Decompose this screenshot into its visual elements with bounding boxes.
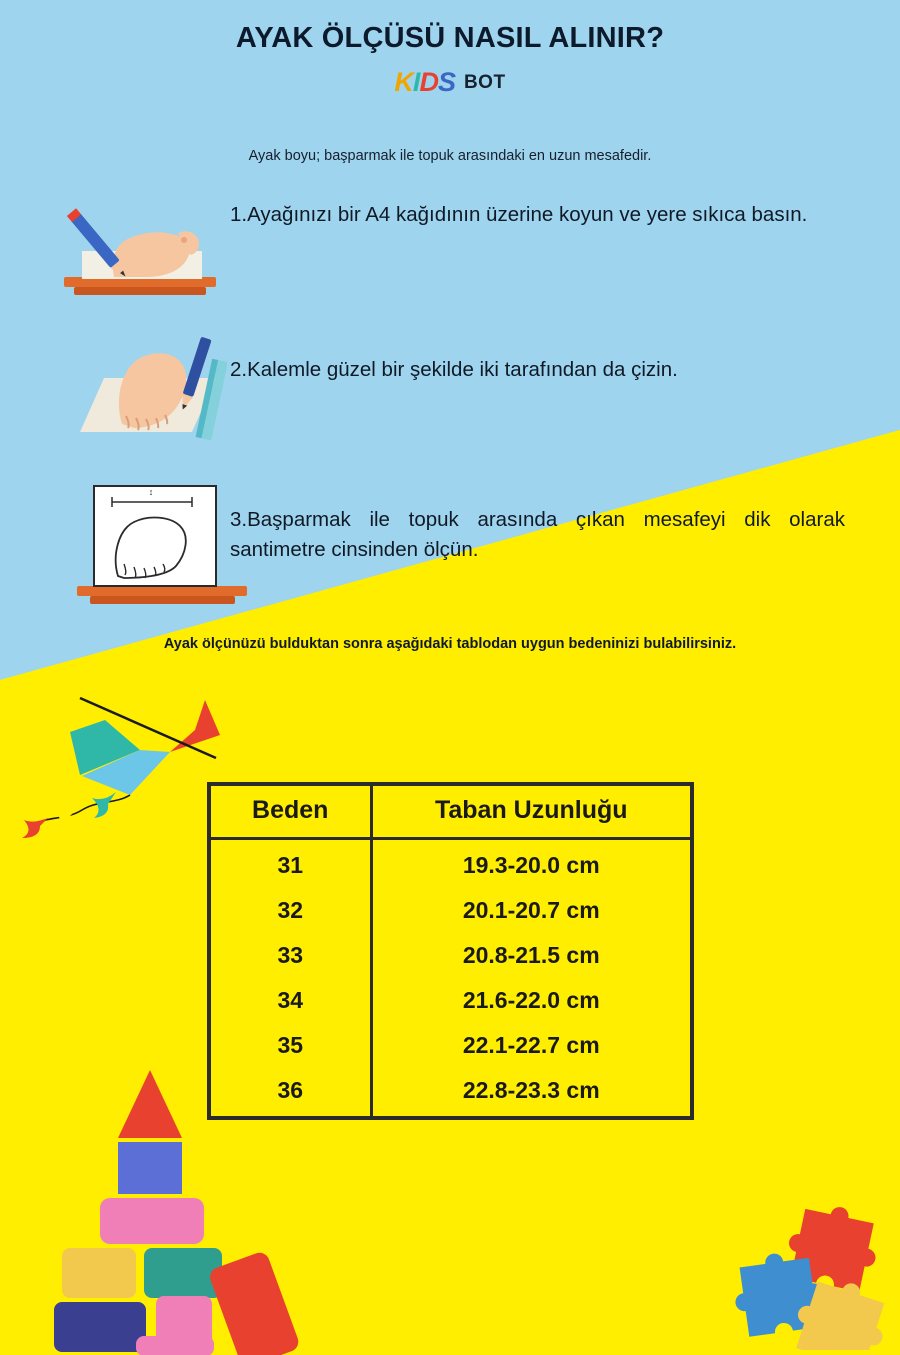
brand-letter-i: I xyxy=(412,67,420,97)
brand-letter-s: S xyxy=(437,67,455,97)
svg-text:↕: ↕ xyxy=(148,487,154,497)
kite-illustration xyxy=(20,680,235,840)
cell-beden: 35 xyxy=(211,1023,371,1068)
brand-letter-d: D xyxy=(419,67,438,97)
cell-beden: 32 xyxy=(211,888,371,933)
puzzle-pieces-illustration xyxy=(720,1195,900,1350)
foot-tracing-illustration-2 xyxy=(52,320,227,450)
table-header-row xyxy=(211,786,690,839)
step-2-text: 2.Kalemle güzel bir şekilde iki tarafından da çizin. xyxy=(230,358,678,381)
table-row xyxy=(211,839,690,889)
step-3-text: 3.Başparmak ile topuk arasında çıkan mesafeyi dik olarak santimetre cinsinden ölçün. xyxy=(230,508,845,561)
step-1-text: 1.Ayağınızı bir A4 kağıdının üzerine koyun ve yere sıkıca basın. xyxy=(230,203,808,226)
cell-taban: 22.1-22.7 cm xyxy=(462,1032,600,1058)
table-row xyxy=(211,933,690,978)
cell-taban: 22.8-23.3 cm xyxy=(462,1077,600,1103)
toy-blocks-illustration xyxy=(40,1060,330,1355)
cell-taban: 20.8-21.5 cm xyxy=(462,942,600,968)
cell-beden: 31 xyxy=(211,839,371,889)
cell-taban: 21.6-22.0 cm xyxy=(462,987,600,1013)
step-2 xyxy=(55,355,855,385)
cell-taban: 19.3-20.0 cm xyxy=(462,852,600,878)
cell-beden: 33 xyxy=(211,933,371,978)
subtitle-text: Ayak boyu; başparmak ile topuk arasındaki en uzun mesafedir. xyxy=(248,148,652,164)
brand-row xyxy=(0,67,900,98)
table-header-beden: Beden xyxy=(211,786,371,839)
cell-taban: 20.1-20.7 cm xyxy=(462,897,600,923)
table-row xyxy=(211,888,690,933)
brand-letter-k: K xyxy=(394,67,413,97)
cell-beden: 34 xyxy=(211,978,371,1023)
step-1 xyxy=(55,200,855,230)
cell-beden: 36 xyxy=(211,1068,371,1116)
brand-logo xyxy=(394,67,455,98)
step-3 xyxy=(55,505,865,564)
note-text: Ayak ölçünüzü bulduktan sonra aşağıdaki tablodan uygun bedeninizi bulabilirsiniz. xyxy=(163,636,737,652)
product-type-label: BOT xyxy=(463,71,506,93)
page-title: AYAK ÖLÇÜSÜ NASIL ALINIR? xyxy=(235,22,665,54)
table-row xyxy=(211,978,690,1023)
page-header xyxy=(0,22,900,98)
table-header-taban: Taban Uzunluğu xyxy=(371,786,690,839)
